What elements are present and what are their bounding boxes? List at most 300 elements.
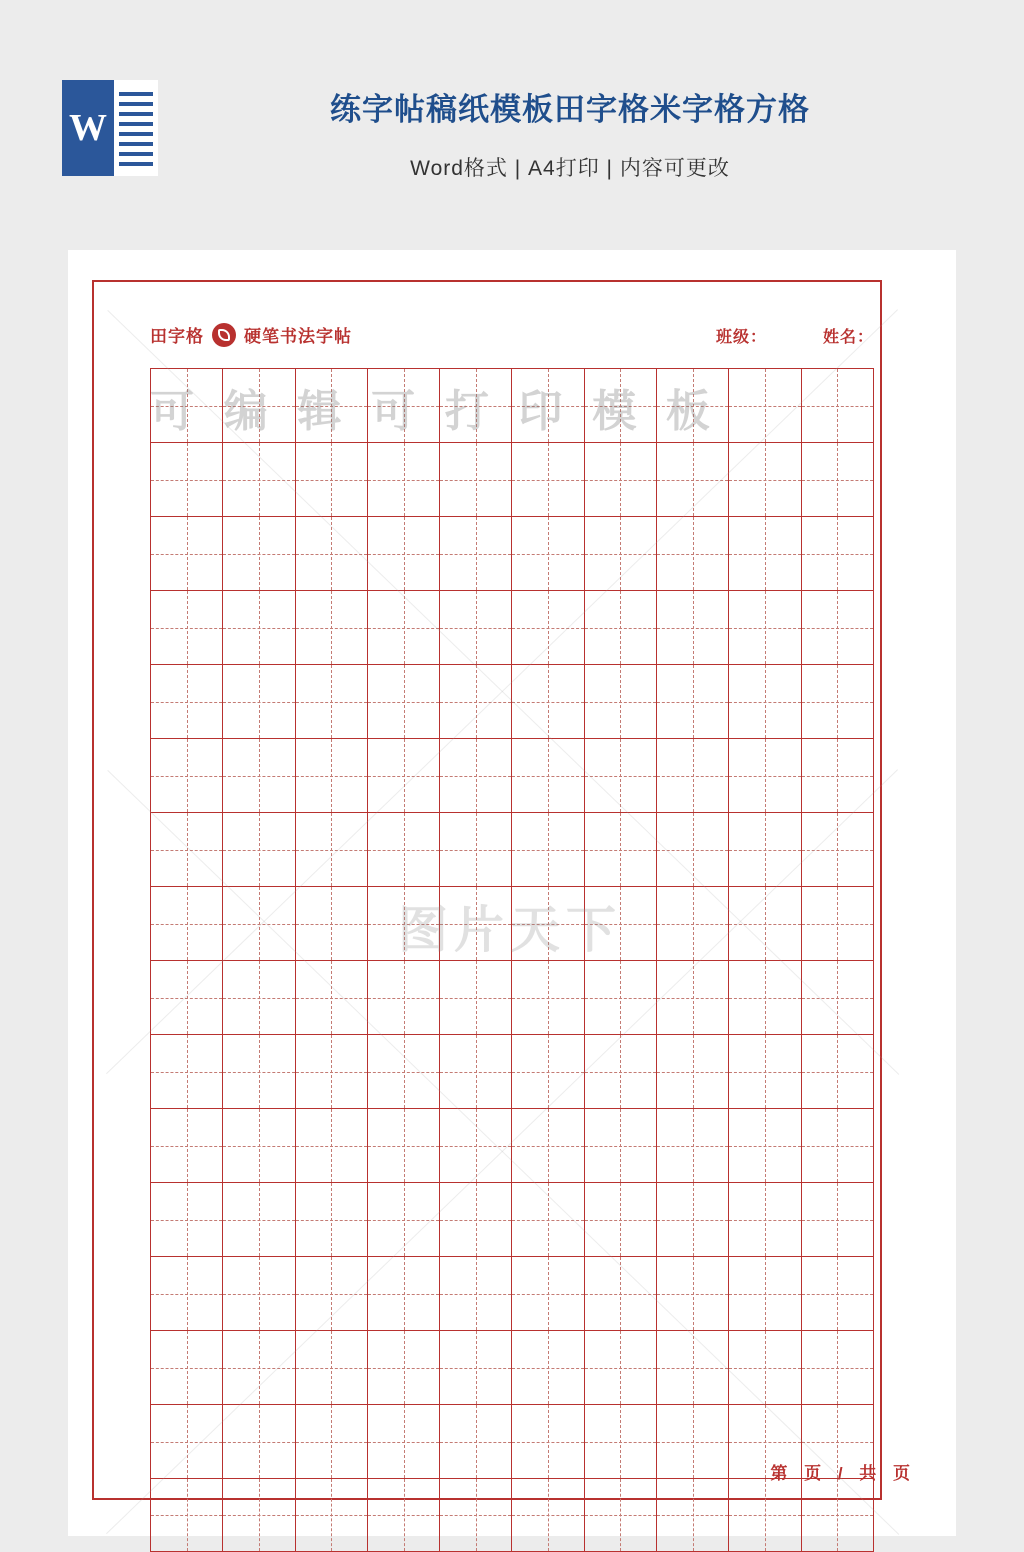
grid-cell[interactable] <box>296 517 368 590</box>
cell-vline <box>404 1405 405 1478</box>
grid-cell[interactable] <box>151 961 223 1034</box>
grid-cell[interactable] <box>440 1109 512 1182</box>
cell-vline <box>331 665 332 738</box>
watermark-char: 印 <box>518 386 563 437</box>
cell-vline <box>693 665 694 738</box>
cell-vline <box>548 443 549 516</box>
grid-cell[interactable] <box>368 1183 440 1256</box>
grid-cell[interactable] <box>585 369 657 442</box>
grid-cell[interactable] <box>368 1331 440 1404</box>
grid-cell[interactable] <box>585 1109 657 1182</box>
cell-vline <box>548 1405 549 1478</box>
cell-vline <box>259 591 260 664</box>
grid-cell[interactable] <box>802 443 874 516</box>
cell-vline <box>476 443 477 516</box>
cell-vline <box>765 739 766 812</box>
cell-vline <box>476 517 477 590</box>
grid-cell[interactable] <box>802 739 874 812</box>
cell-vline <box>476 1109 477 1182</box>
cell-vline <box>331 961 332 1034</box>
cell-vline <box>548 961 549 1034</box>
grid-cell[interactable] <box>151 1331 223 1404</box>
grid-cell[interactable] <box>729 591 801 664</box>
grid-cell[interactable] <box>802 961 874 1034</box>
grid-cell[interactable] <box>223 1257 295 1330</box>
cell-vline <box>404 739 405 812</box>
cell-vline <box>765 1479 766 1551</box>
grid-cell[interactable] <box>729 813 801 886</box>
grid-cell[interactable] <box>223 813 295 886</box>
grid-row <box>150 1256 874 1330</box>
grid-cell[interactable] <box>440 739 512 812</box>
cell-vline <box>548 369 549 442</box>
cell-vline <box>404 1331 405 1404</box>
cell-vline <box>331 591 332 664</box>
grid-cell[interactable] <box>440 443 512 516</box>
grid-cell[interactable] <box>729 961 801 1034</box>
cell-vline <box>765 369 766 442</box>
grid-cell[interactable] <box>585 739 657 812</box>
grid-cell[interactable] <box>657 813 729 886</box>
class-field-label[interactable]: 班级： <box>715 329 767 346</box>
cell-vline <box>837 1331 838 1404</box>
grid-cell[interactable] <box>657 1405 729 1478</box>
grid-cell[interactable] <box>223 591 295 664</box>
word-logo-letter: W <box>62 80 114 176</box>
grid-cell[interactable] <box>296 1331 368 1404</box>
cell-vline <box>693 369 694 442</box>
cell-vline <box>693 1405 694 1478</box>
grid-cell[interactable] <box>151 1257 223 1330</box>
grid-cell[interactable] <box>440 517 512 590</box>
cell-vline <box>620 1109 621 1182</box>
cell-vline <box>548 1035 549 1108</box>
grid-cell[interactable] <box>368 887 440 960</box>
grid-cell[interactable] <box>512 1035 584 1108</box>
grid-cell[interactable] <box>296 1257 368 1330</box>
cell-vline <box>548 517 549 590</box>
grid-row <box>150 1478 874 1552</box>
grid-row <box>150 516 874 590</box>
grid-cell[interactable] <box>296 591 368 664</box>
cell-vline <box>620 517 621 590</box>
name-field-label[interactable]: 姓名： <box>822 329 874 346</box>
cell-vline <box>765 1035 766 1108</box>
grid-cell[interactable] <box>512 1257 584 1330</box>
grid-cell[interactable] <box>802 665 874 738</box>
grid-cell[interactable] <box>440 665 512 738</box>
cell-vline <box>620 443 621 516</box>
grid-cell[interactable] <box>223 517 295 590</box>
cell-vline <box>187 1035 188 1108</box>
grid-cell[interactable] <box>296 443 368 516</box>
cell-vline <box>548 887 549 960</box>
grid-cell[interactable] <box>440 1035 512 1108</box>
grid-cell[interactable] <box>585 961 657 1034</box>
cell-vline <box>765 591 766 664</box>
grid-cell[interactable] <box>440 1183 512 1256</box>
cell-vline <box>693 1109 694 1182</box>
cell-vline <box>259 1183 260 1256</box>
title-block <box>190 86 950 182</box>
grid-cell[interactable] <box>585 517 657 590</box>
grid-cell[interactable] <box>368 739 440 812</box>
cell-vline <box>620 1257 621 1330</box>
grid-cell[interactable] <box>296 813 368 886</box>
cell-vline <box>187 665 188 738</box>
grid-cell[interactable] <box>223 1405 295 1478</box>
grid-row <box>150 1034 874 1108</box>
cell-vline <box>837 1035 838 1108</box>
grid-cell[interactable] <box>151 813 223 886</box>
cell-vline <box>837 813 838 886</box>
grid-cell[interactable] <box>512 1405 584 1478</box>
cell-vline <box>765 1257 766 1330</box>
grid-cell[interactable] <box>368 665 440 738</box>
grid-cell[interactable] <box>657 517 729 590</box>
grid-cell[interactable] <box>512 591 584 664</box>
cell-vline <box>837 369 838 442</box>
grid-cell[interactable] <box>657 443 729 516</box>
cell-vline <box>620 369 621 442</box>
cell-vline <box>693 517 694 590</box>
grid-cell[interactable] <box>440 1331 512 1404</box>
grid-cell[interactable] <box>512 813 584 886</box>
grid-cell[interactable] <box>151 1035 223 1108</box>
grid-row <box>150 368 874 442</box>
grid-cell[interactable] <box>296 1035 368 1108</box>
cell-vline <box>404 369 405 442</box>
grid-cell[interactable] <box>368 1257 440 1330</box>
grid-cell[interactable] <box>585 813 657 886</box>
grid-cell[interactable] <box>585 887 657 960</box>
grid-cell[interactable] <box>296 1405 368 1478</box>
grid-row <box>150 960 874 1034</box>
grid-cell[interactable] <box>223 961 295 1034</box>
grid-cell[interactable] <box>657 1257 729 1330</box>
grid-cell[interactable] <box>512 1183 584 1256</box>
cell-vline <box>476 739 477 812</box>
grid-row <box>150 664 874 738</box>
grid-cell[interactable] <box>296 369 368 442</box>
grid-cell[interactable] <box>440 1257 512 1330</box>
cell-vline <box>548 1331 549 1404</box>
sheet-header-fields <box>716 324 874 347</box>
cell-vline <box>259 369 260 442</box>
grid-cell[interactable] <box>585 1405 657 1478</box>
cell-vline <box>404 517 405 590</box>
grid-cell[interactable] <box>585 1035 657 1108</box>
word-logo-lines <box>114 80 158 176</box>
cell-vline <box>476 961 477 1034</box>
grid-cell[interactable] <box>729 739 801 812</box>
grid-cell[interactable] <box>729 369 801 442</box>
cell-vline <box>259 665 260 738</box>
page-number-footer: 第 页 / 共 页 <box>770 1464 916 1483</box>
grid-cell[interactable] <box>512 1331 584 1404</box>
cell-vline <box>404 1257 405 1330</box>
grid-cell[interactable] <box>657 665 729 738</box>
grid-cell[interactable] <box>223 369 295 442</box>
cell-vline <box>765 961 766 1034</box>
grid-cell[interactable] <box>151 1183 223 1256</box>
cell-vline <box>331 443 332 516</box>
grid-cell[interactable] <box>657 961 729 1034</box>
grid-cell[interactable] <box>512 1109 584 1182</box>
grid-cell[interactable] <box>729 1479 801 1551</box>
cell-vline <box>548 739 549 812</box>
cell-vline <box>331 517 332 590</box>
grid-cell[interactable] <box>440 591 512 664</box>
grid-row <box>150 590 874 664</box>
cell-vline <box>259 739 260 812</box>
grid-cell[interactable] <box>151 517 223 590</box>
grid-cell[interactable] <box>657 1479 729 1551</box>
grid-cell[interactable] <box>223 1109 295 1182</box>
cell-vline <box>693 591 694 664</box>
grid-cell[interactable] <box>802 1479 874 1551</box>
cell-vline <box>476 813 477 886</box>
cell-vline <box>693 887 694 960</box>
grid-cell[interactable] <box>512 887 584 960</box>
cell-vline <box>476 665 477 738</box>
cell-vline <box>620 1183 621 1256</box>
cell-vline <box>404 961 405 1034</box>
grid-cell[interactable] <box>151 443 223 516</box>
grid-cell[interactable] <box>296 961 368 1034</box>
grid-cell[interactable] <box>368 443 440 516</box>
grid-cell[interactable] <box>223 887 295 960</box>
sheet-section-title: 硬笔书法字帖 <box>244 327 352 346</box>
cell-vline <box>620 591 621 664</box>
cell-vline <box>404 1109 405 1182</box>
cell-vline <box>765 665 766 738</box>
grid-cell[interactable] <box>729 1183 801 1256</box>
cell-vline <box>404 443 405 516</box>
cell-vline <box>765 443 766 516</box>
grid-cell[interactable] <box>512 961 584 1034</box>
grid-cell[interactable] <box>512 443 584 516</box>
grid-cell[interactable] <box>440 1479 512 1551</box>
grid-cell[interactable] <box>368 813 440 886</box>
grid-cell[interactable] <box>512 517 584 590</box>
grid-cell[interactable] <box>585 665 657 738</box>
grid-cell[interactable] <box>512 665 584 738</box>
grid-cell[interactable] <box>296 665 368 738</box>
grid-cell[interactable] <box>802 591 874 664</box>
grid-cell[interactable] <box>151 1479 223 1551</box>
grid-cell[interactable] <box>223 1183 295 1256</box>
grid-cell[interactable] <box>151 887 223 960</box>
grid-row <box>150 1182 874 1256</box>
grid-cell[interactable] <box>151 665 223 738</box>
grid-cell[interactable] <box>440 1405 512 1478</box>
cell-vline <box>259 1035 260 1108</box>
grid-cell[interactable] <box>802 1035 874 1108</box>
cell-vline <box>837 1109 838 1182</box>
cell-vline <box>259 443 260 516</box>
cell-vline <box>765 887 766 960</box>
grid-cell[interactable] <box>223 1331 295 1404</box>
cell-vline <box>837 1479 838 1551</box>
grid-cell[interactable] <box>657 887 729 960</box>
grid-cell[interactable] <box>729 1257 801 1330</box>
cell-vline <box>548 1479 549 1551</box>
watermark-char: 可 <box>371 386 416 437</box>
grid-cell[interactable] <box>802 1257 874 1330</box>
grid-cell[interactable] <box>657 1109 729 1182</box>
cell-vline <box>548 591 549 664</box>
grid-cell[interactable] <box>585 1479 657 1551</box>
cell-vline <box>476 591 477 664</box>
grid-cell[interactable] <box>296 739 368 812</box>
grid-cell[interactable] <box>657 1331 729 1404</box>
cell-vline <box>187 887 188 960</box>
grid-cell[interactable] <box>368 591 440 664</box>
cell-vline <box>837 443 838 516</box>
grid-cell[interactable] <box>223 1035 295 1108</box>
grid-cell[interactable] <box>223 443 295 516</box>
grid-row <box>150 1404 874 1478</box>
cell-vline <box>765 1183 766 1256</box>
grid-cell[interactable] <box>729 665 801 738</box>
grid-cell[interactable] <box>223 739 295 812</box>
cell-vline <box>259 887 260 960</box>
cell-vline <box>404 1479 405 1551</box>
grid-cell[interactable] <box>729 517 801 590</box>
cell-vline <box>187 1405 188 1478</box>
grid-cell[interactable] <box>657 1035 729 1108</box>
watermark-char: 辑 <box>297 386 342 437</box>
cell-vline <box>693 1257 694 1330</box>
grid-cell[interactable] <box>296 887 368 960</box>
cell-vline <box>331 813 332 886</box>
cell-vline <box>765 1109 766 1182</box>
cell-vline <box>620 813 621 886</box>
cell-vline <box>259 1479 260 1551</box>
sheet-header-left <box>150 322 352 347</box>
grid-cell[interactable] <box>657 739 729 812</box>
grid-cell[interactable] <box>368 369 440 442</box>
cell-vline <box>404 1035 405 1108</box>
grid-cell[interactable] <box>368 1405 440 1478</box>
grid-cell[interactable] <box>151 1109 223 1182</box>
grid-cell[interactable] <box>440 813 512 886</box>
cell-vline <box>765 813 766 886</box>
grid-row <box>150 738 874 812</box>
grid-cell[interactable] <box>440 887 512 960</box>
grid-cell[interactable] <box>585 443 657 516</box>
grid-cell[interactable] <box>512 1479 584 1551</box>
grid-cell[interactable] <box>296 1479 368 1551</box>
cell-vline <box>765 517 766 590</box>
watermark-char: 可 <box>150 386 194 437</box>
grid-cell[interactable] <box>657 1183 729 1256</box>
grid-cell[interactable] <box>802 813 874 886</box>
cell-vline <box>476 369 477 442</box>
cell-vline <box>548 1183 549 1256</box>
grid-cell[interactable] <box>368 1479 440 1551</box>
grid-cell[interactable] <box>585 591 657 664</box>
grid-cell[interactable] <box>657 591 729 664</box>
cell-vline <box>404 665 405 738</box>
grid-cell[interactable] <box>802 887 874 960</box>
cell-vline <box>548 665 549 738</box>
cell-vline <box>620 665 621 738</box>
grid-cell[interactable] <box>368 961 440 1034</box>
cell-vline <box>187 369 188 442</box>
cell-vline <box>331 1405 332 1478</box>
grid-cell[interactable] <box>729 1035 801 1108</box>
cell-vline <box>259 813 260 886</box>
grid-cell[interactable] <box>296 1183 368 1256</box>
grid-cell[interactable] <box>223 665 295 738</box>
grid-cell[interactable] <box>657 369 729 442</box>
cell-vline <box>693 739 694 812</box>
grid-cell[interactable] <box>151 739 223 812</box>
grid-cell[interactable] <box>585 1331 657 1404</box>
watermark-char: 板 <box>665 386 710 437</box>
grid-cell[interactable] <box>802 1331 874 1404</box>
cell-vline <box>331 1035 332 1108</box>
cell-vline <box>693 443 694 516</box>
word-logo <box>62 80 158 176</box>
cell-vline <box>187 591 188 664</box>
grid-cell[interactable] <box>151 369 223 442</box>
grid-cell[interactable] <box>512 739 584 812</box>
cell-vline <box>259 1109 260 1182</box>
grid-cell[interactable] <box>802 1183 874 1256</box>
grid-cell[interactable] <box>440 369 512 442</box>
grid-cell[interactable] <box>368 517 440 590</box>
grid-cell[interactable] <box>802 369 874 442</box>
cell-vline <box>548 1109 549 1182</box>
cell-vline <box>476 1183 477 1256</box>
grid-cell[interactable] <box>151 591 223 664</box>
cell-vline <box>620 1035 621 1108</box>
grid-cell[interactable] <box>512 369 584 442</box>
cell-vline <box>620 1405 621 1478</box>
grid-cell[interactable] <box>368 1109 440 1182</box>
cell-vline <box>259 517 260 590</box>
cell-vline <box>331 887 332 960</box>
grid-cell[interactable] <box>802 1109 874 1182</box>
cell-vline <box>476 1331 477 1404</box>
grid-cell[interactable] <box>151 1405 223 1478</box>
tianzige-grid <box>150 368 874 1552</box>
grid-cell[interactable] <box>802 517 874 590</box>
page-subtitle: Word格式 | A4打印 | 内容可更改 <box>410 157 730 180</box>
grid-row <box>150 1108 874 1182</box>
cell-vline <box>331 1109 332 1182</box>
grid-cell[interactable] <box>729 1109 801 1182</box>
grid-cell[interactable] <box>585 1257 657 1330</box>
cell-vline <box>693 813 694 886</box>
grid-cell[interactable] <box>223 1479 295 1551</box>
cell-vline <box>837 517 838 590</box>
cell-vline <box>187 1479 188 1551</box>
grid-cell[interactable] <box>729 1331 801 1404</box>
grid-cell[interactable] <box>296 1109 368 1182</box>
grid-cell[interactable] <box>440 961 512 1034</box>
grid-cell[interactable] <box>729 443 801 516</box>
grid-cell[interactable] <box>585 1183 657 1256</box>
cell-vline <box>693 1035 694 1108</box>
grid-cell[interactable] <box>368 1035 440 1108</box>
cell-vline <box>548 813 549 886</box>
grid-cell[interactable] <box>729 887 801 960</box>
cell-vline <box>765 1331 766 1404</box>
